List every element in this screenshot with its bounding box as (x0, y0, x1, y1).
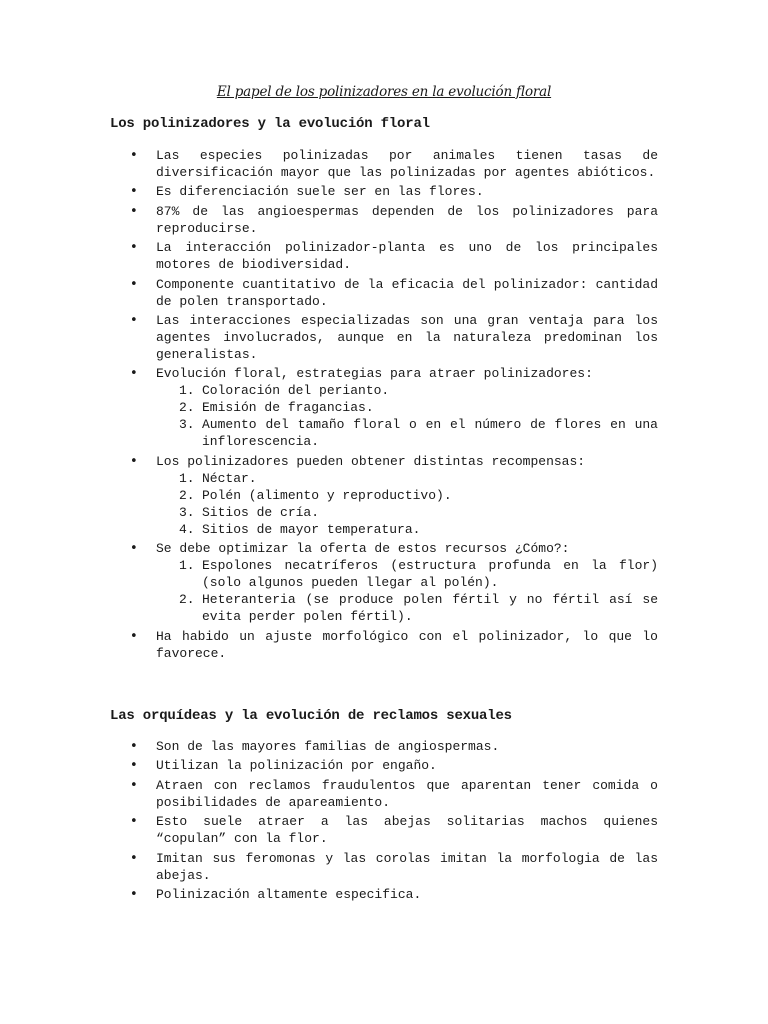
list-item-text: Las especies polinizadas por animales tienen tasas de diversificación mayor que las polinizadas por agentes abióticos. (156, 148, 658, 180)
section-heading-pollinators: Los polinizadores y la evolución floral (110, 116, 430, 132)
list-item-text: Esto suele atraer a las abejas solitarias machos quienes “copulan” con la flor. (156, 814, 658, 847)
section-heading-orchids: Las orquídeas y la evolución de reclamos sexuales (110, 708, 512, 724)
list-item-text: Los polinizadores pueden obtener distintas recompensas: (156, 453, 586, 469)
sublist-number: 2. (179, 400, 195, 416)
list-item (0, 850, 658, 884)
list-item (0, 203, 658, 237)
sublist-number: 4. (179, 521, 195, 537)
list-item (0, 813, 658, 847)
sublist-number: 1. (179, 558, 195, 574)
sublist-number: 2. (179, 592, 195, 608)
sublist-item-text: Polén (alimento y reproductivo). (202, 487, 452, 503)
list-item-text: Imitan sus feromonas y las corolas imitan la morfologia de las abejas. (156, 850, 658, 883)
sublist-item (156, 487, 658, 504)
list-item (0, 777, 658, 811)
list-item (0, 276, 658, 310)
sublist-item-text: Sitios de mayor temperatura. (202, 521, 421, 537)
numbered-sublist (156, 557, 658, 625)
list-item (0, 738, 658, 755)
list-item-text: Utilizan la polinización por engaño. (156, 758, 437, 774)
list-item-text: Las interacciones especializadas son una gran ventaja para los agentes involucrados, aunque en la naturaleza predominan los generalistas. (156, 312, 658, 362)
list-item-text: 87% de las angioespermas dependen de los polinizadores para reproducirse. (156, 203, 658, 236)
sublist-item-text: Emisión de fragancias. (202, 400, 374, 416)
sublist-number: 1. (179, 470, 195, 486)
sublist-item-text: Néctar. (202, 470, 257, 486)
bullet-list-pollinators (0, 147, 658, 664)
sublist-item-text: Coloración del perianto. (202, 383, 390, 399)
list-item (0, 540, 658, 625)
list-item-text: Atraen con reclamos fraudulentos que aparentan tener comida o posibilidades de apareamiento. (156, 777, 658, 810)
list-item (0, 312, 658, 363)
sublist-item (156, 399, 658, 416)
sublist-item (156, 591, 658, 625)
sublist-item-text: Aumento del tamaño floral o en el número de flores en una inflorescencia. (202, 417, 658, 450)
sublist-item (156, 504, 658, 521)
list-item (0, 183, 658, 200)
list-item-text: Se debe optimizar la oferta de estos recursos ¿Cómo?: (156, 541, 570, 557)
list-item-text: Evolución floral, estrategias para atraer polinizadores: (156, 366, 593, 382)
list-item (0, 886, 658, 903)
sublist-number: 2. (179, 487, 195, 503)
numbered-sublist (156, 382, 658, 450)
document-title: El papel de los polinizadores en la evolución floral (216, 84, 552, 100)
sublist-item-text: Espolones necatríferos (estructura profunda en la flor) (solo algunos pueden llegar al polén). (202, 558, 658, 591)
list-item-text: Polinización altamente especifica. (156, 886, 422, 902)
sublist-item-text: Heteranteria (se produce polen fértil y no fértil así se evita perder polen fértil). (202, 592, 658, 625)
sublist-item (156, 382, 658, 399)
list-item (0, 453, 658, 538)
list-item (0, 757, 658, 774)
list-item (0, 239, 658, 273)
sublist-item (156, 521, 658, 538)
sublist-number: 1. (179, 383, 195, 399)
list-item (0, 628, 658, 662)
list-item-text: Son de las mayores familias de angiospermas. (156, 739, 500, 754)
list-item-text: Es diferenciación suele ser en las flores. (156, 184, 484, 200)
list-item-text: Ha habido un ajuste morfológico con el polinizador, lo que lo favorece. (156, 628, 658, 661)
list-item-text: Componente cuantitativo de la eficacia del polinizador: cantidad de polen transportado. (156, 276, 658, 309)
list-item (0, 147, 658, 181)
sublist-number: 3. (179, 504, 195, 520)
sublist-number: 3. (179, 417, 195, 433)
sublist-item (156, 470, 658, 487)
sublist-item-text: Sitios de cría. (202, 504, 320, 520)
list-item (0, 365, 658, 450)
sublist-item (156, 557, 658, 591)
bullet-list-orchids (0, 738, 658, 905)
numbered-sublist (156, 470, 658, 538)
sublist-item (156, 416, 658, 450)
list-item-text: La interacción polinizador-planta es uno de los principales motores de biodiversidad. (156, 240, 658, 273)
